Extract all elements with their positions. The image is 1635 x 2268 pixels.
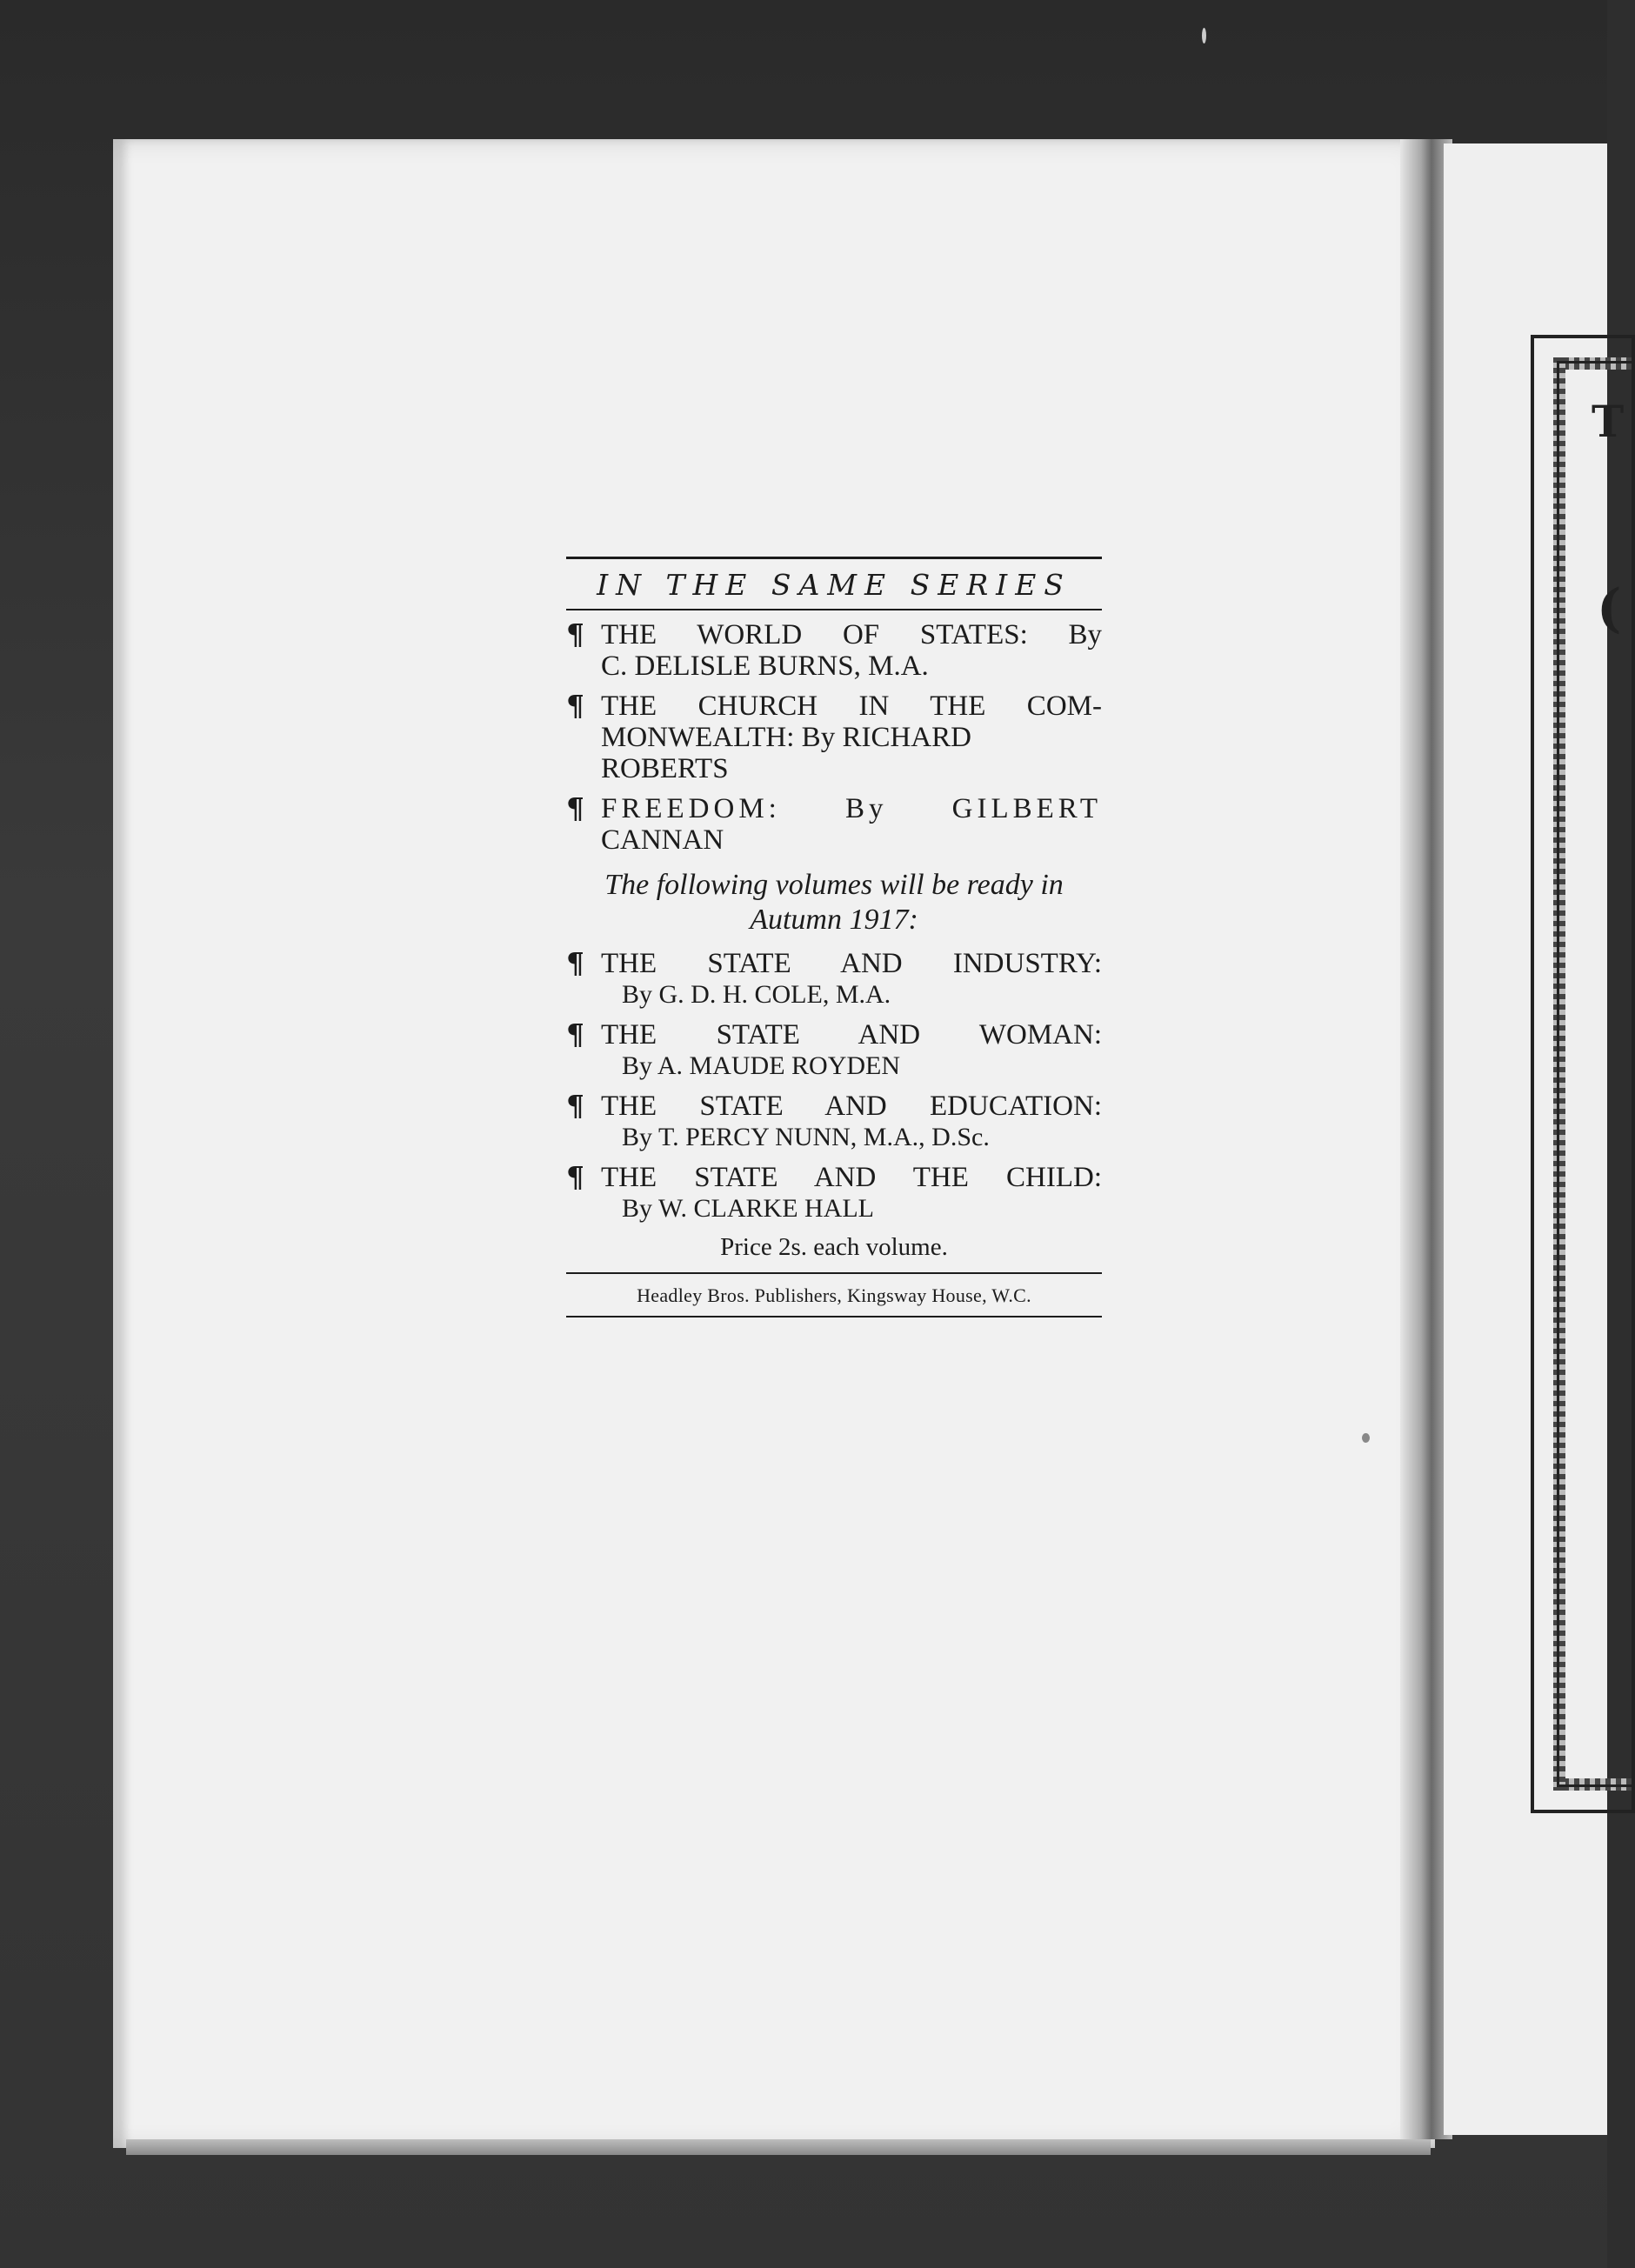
volume-author: By A. MAUDE ROYDEN: [622, 1051, 901, 1080]
paragraph-mark-icon: ¶: [566, 791, 584, 825]
volume-author: MONWEALTH: By RICHARD ROBERTS: [601, 722, 971, 784]
volume-entry: [566, 1091, 1102, 1153]
left-page-bottom-edge: [126, 2139, 1431, 2155]
volume-author: By W. CLARKE HALL: [622, 1194, 875, 1223]
volume-entry: [566, 1019, 1102, 1082]
series-advertisement: [566, 557, 1102, 1317]
paragraph-mark-icon: ¶: [566, 689, 584, 723]
volume-title: THE STATE AND WOMAN:: [601, 1019, 1102, 1051]
volume-entry: [566, 793, 1102, 856]
paragraph-mark-icon: ¶: [566, 1017, 584, 1051]
partial-letter: T: [1592, 396, 1625, 447]
series-heading: IN THE SAME SERIES: [597, 568, 1071, 602]
volume-entry: [566, 948, 1102, 1011]
paragraph-mark-icon: ¶: [566, 1089, 584, 1123]
partial-letter: (: [1597, 578, 1622, 639]
ornamental-border: [1531, 335, 1635, 1813]
bottom-rule: [566, 1316, 1102, 1317]
volume-author: C. DELISLE BURNS, M.A.: [601, 650, 929, 682]
volume-entry: [566, 1162, 1102, 1224]
scan-speck: [1362, 1433, 1370, 1443]
available-volumes: [566, 610, 1102, 856]
volume-title: THE CHURCH IN THE COM-: [601, 690, 1102, 722]
paragraph-mark-icon: ¶: [566, 1160, 584, 1194]
volume-author: By G. D. H. COLE, M.A.: [622, 980, 891, 1009]
volume-author: CANNAN: [601, 824, 724, 856]
publisher-imprint: Headley Bros. Publishers, Kingsway House, W.C.: [637, 1284, 1031, 1306]
paragraph-mark-icon: ¶: [566, 946, 584, 980]
volume-title: THE WORLD OF STATES: By: [601, 619, 1102, 650]
volume-entry: [566, 619, 1102, 682]
volume-title: FREEDOM: By GILBERT: [601, 793, 1102, 824]
volume-title: THE STATE AND INDUSTRY:: [601, 948, 1102, 979]
forthcoming-volumes: [566, 948, 1102, 1224]
forthcoming-notice: The following volumes will be ready in Autumn 1917:: [604, 869, 1064, 936]
volume-title: THE STATE AND EDUCATION:: [601, 1091, 1102, 1122]
volume-title: THE STATE AND THE CHILD:: [601, 1162, 1102, 1193]
volume-entry: [566, 690, 1102, 784]
price-note: Price 2s. each volume.: [720, 1233, 948, 1261]
paragraph-mark-icon: ¶: [566, 617, 584, 651]
volume-author: By T. PERCY NUNN, M.A., D.Sc.: [622, 1123, 990, 1151]
scan-speck: [1202, 28, 1206, 43]
